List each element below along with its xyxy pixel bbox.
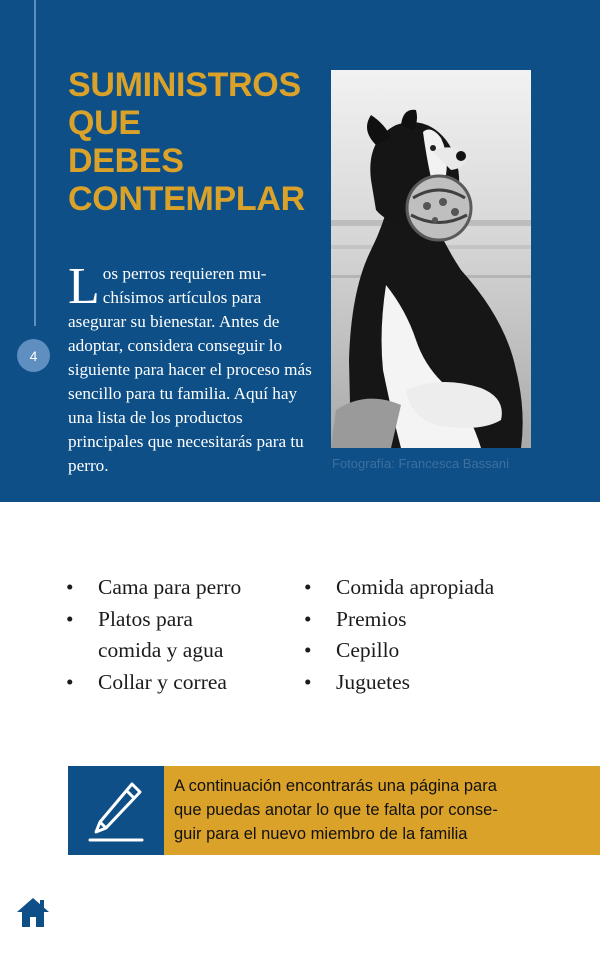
list-item: • Platos para comida y agua [66,604,256,667]
list-item: • Juguetes [304,667,564,699]
notice-text [174,774,594,846]
home-icon [15,895,51,929]
list-item: • Premios [304,604,564,636]
notice-line: guir para el nuevo miembro de la familia [174,825,468,843]
notes-callout [68,766,600,855]
supplies-list-left [66,572,296,698]
dog-with-ball-illustration [331,70,531,448]
list-item: • Collar y correa [66,667,296,699]
drop-cap: L [68,258,100,315]
intro-body: chísimos artículos para asegurar su bienestar. Antes de adoptar, considera conseguir lo siguiente para hacer el proceso más sencillo para tu familia. Aquí hay una lista de los productos principales que necesitarás para tu perro. [68,288,312,475]
list-item: • Comida apropiada [304,572,564,604]
title-line: CONTEMPLAR [68,180,305,218]
list-item: • Cepillo [304,635,564,667]
decorative-vertical-line [34,0,36,326]
notice-line: A continuación encontrarás una página para [174,777,497,795]
pen-writing-icon [86,778,146,844]
intro-first-line: os perros requieren mu- [102,264,267,283]
page-title [68,66,330,218]
title-line: QUE [68,104,141,142]
title-line: DEBES [68,142,184,180]
supplies-list-right [304,572,564,698]
notice-line: que puedas anotar lo que te falta por conse- [174,801,498,819]
notice-icon-box [68,766,164,855]
title-line: SUMINISTROS [68,66,301,104]
home-button[interactable] [15,895,51,929]
list-item: • Cama para perro [66,572,296,604]
intro-paragraph [68,258,320,478]
dog-photo [331,70,531,448]
photo-caption: Fotografía: Francesca Bassani [332,456,510,471]
page-number-badge: 4 [17,339,50,372]
